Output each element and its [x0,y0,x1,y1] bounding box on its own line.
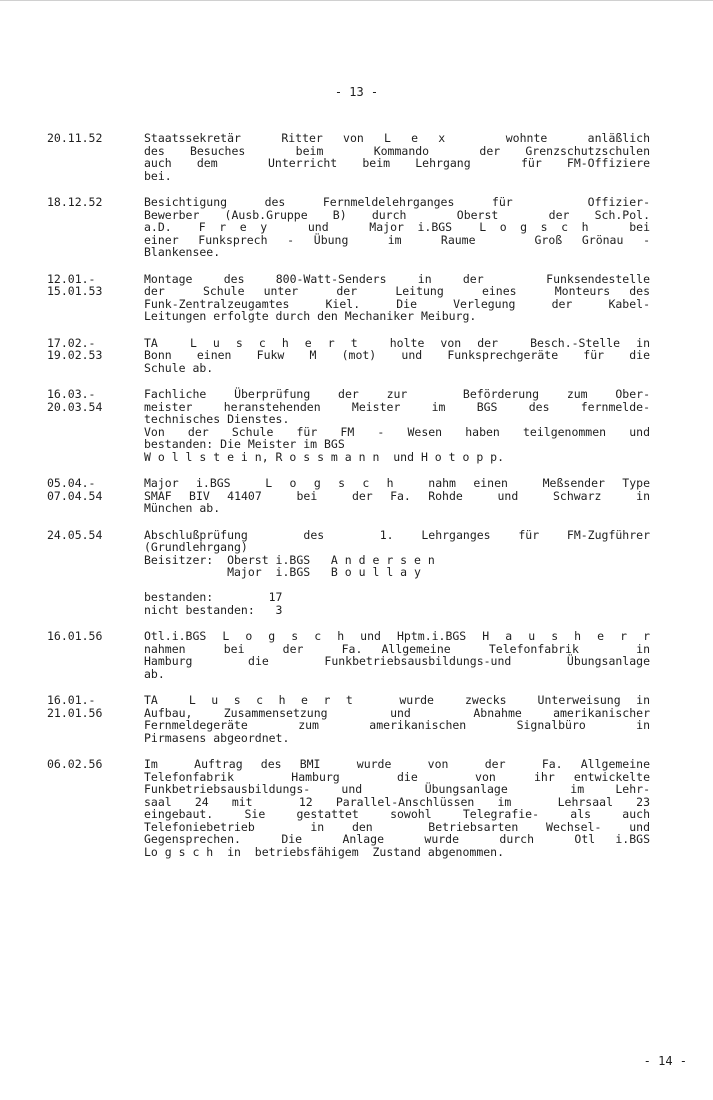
text-line: bei. [144,168,172,183]
text-line: nicht bestanden: 3 [144,602,283,617]
text-line: Staatssekretär Ritter von L e x wohnte anläßlich [144,131,650,145]
text-line: technisches Dienstes. [144,412,290,426]
entry-text [144,694,650,744]
chronicle-entry [47,337,667,375]
text-line: des Besuches beim Kommando der Grenzschutzschulen [144,143,650,158]
text-line: W o l l s t e i n, R o s s m a n n und H o t o p p. [144,449,505,464]
text-line: auch dem Unterricht beim Lehrgang für FM-Offiziere [144,156,650,170]
text-line: Von der Schule für FM - Wesen haben teilgenommen und [144,424,650,439]
chronicle-entry [47,196,667,259]
text-line: Abschlußprüfung des 1. Lehrganges für FM-Zugführer [144,527,650,542]
text-line: Aufbau, Zusammensetzung und Abnahme amerikanischer [144,705,650,720]
text-line: Major i.BGS L o g s c h nahm einen Meßsender Type [144,476,650,490]
text-line: Major i.BGS B o u l l a y [144,565,421,579]
chronicle-entries [47,132,667,872]
entry-date: 06.02.56 [47,757,103,771]
text-line: Otl.i.BGS L o g s c h und Hptm.i.BGS H a u s h e r r [144,629,650,643]
chronicle-entry [47,273,667,323]
text-line: TA L u s c h e r t wurde zwecks Unterweisung in [144,693,650,707]
text-line: Fachliche Überprüfung der zur Beförderung zum Ober- [144,387,650,401]
text-line: SMAF BIV 41407 bei der Fa. Rohde und Schwarz in [144,488,650,503]
text-line: Montage des 800-Watt-Senders in der Funksendestelle [144,271,650,286]
text-line: Pirmasens abgeordnet. [144,730,290,745]
entry-text [144,758,650,858]
text-line: der Schule unter der Leitung eines Monteurs des [144,284,650,298]
text-line: ab. [144,666,165,681]
entry-text [144,477,650,515]
text-line: Besichtigung des Fernmeldelehrganges für Offizier- [144,195,650,209]
text-line: Hamburg die Funkbetriebsausbildungs-und Übungsanlage [144,654,650,668]
text-line: Telefonfabrik Hamburg die von ihr entwickelte [144,769,650,784]
text-line: Funkbetriebsausbildungs- und Übungsanlage im Lehr- [144,782,650,796]
text-line: München ab. [144,501,221,515]
chronicle-entry [47,388,667,463]
chronicle-entry [47,132,667,182]
chronicle-entry [47,758,667,858]
chronicle-entry [47,694,667,744]
entry-date: 20.11.52 [47,131,103,145]
entry-text [144,273,650,323]
text-line: bestanden: 17 [144,590,283,604]
next-page-number: - 14 - [643,1054,687,1068]
chronicle-entry [47,630,667,680]
entry-date: 16.03.- 20.03.54 [47,387,103,414]
text-line: Fernmeldegeräte zum amerikanischen Signalbüro in [144,718,650,732]
entry-date: 16.01.56 [47,629,103,643]
text-line: bestanden: Die Meister im BGS [144,437,345,451]
text-line: Im Auftrag des BMI wurde von der Fa. Allgemeine [144,757,650,771]
text-line: Bonn einen Fukw M (mot) und Funksprechgeräte für die [144,348,650,362]
text-line: a.D. F r e y und Major i.BGS L o g s c h bei [144,220,650,234]
entry-date: 12.01.- 15.01.53 [47,271,103,298]
text-line: Gegensprechen. Die Anlage wurde durch Otl i.BGS [144,832,650,846]
text-line: Schule ab. [144,360,214,375]
entry-date: 17.02.- 19.02.53 [47,335,103,362]
scan-edge-mark [0,0,713,1]
text-line: eingebaut. Sie gestattet sowohl Telegrafie- als auch [144,807,650,821]
text-line: meister heranstehenden Meister im BGS des fernmelde- [144,399,650,414]
entry-text [144,196,650,259]
entry-text [144,388,650,463]
text-line: Telefoniebetrieb in den Betriebsarten Wechsel- und [144,819,650,834]
entry-text [144,337,650,375]
text-line: Beisitzer: Oberst i.BGS A n d e r s e n [144,552,435,567]
text-line: Funk-Zentralzeugamtes Kiel. Die Verlegung der Kabel- [144,296,650,311]
text-line: einer Funksprech - Übung im Raume Groß Grönau - [144,232,650,247]
text-line: Bewerber (Ausb.Gruppe B) durch Oberst der Sch.Pol. [144,207,650,222]
text-line: Blankensee. [144,245,221,259]
text-line: Lo g s c h in betriebsfähigem Zustand abgenommen. [144,844,505,859]
text-line: nahmen bei der Fa. Allgemeine Telefonfabrik in [144,641,650,656]
text-line: (Grundlehrgang) [144,540,248,554]
entry-text [144,630,650,680]
page-number: - 13 - [334,85,379,99]
entry-text [144,132,650,182]
entry-date: 05.04.- 07.04.54 [47,476,103,503]
chronicle-entry [47,529,667,617]
text-line: TA L u s c h e r t holte von der Besch.-Stelle in [144,335,650,350]
entry-text [144,529,650,617]
entry-date: 18.12.52 [47,195,103,209]
entry-date: 16.01.- 21.01.56 [47,693,103,720]
text-line: Leitungen erfolgte durch den Mechaniker Meiburg. [144,309,477,323]
chronicle-entry [47,477,667,515]
entry-date: 24.05.54 [47,527,103,542]
text-line: saal 24 mit 12 Parallel-Anschlüssen im Lehrsaal 23 [144,794,650,809]
